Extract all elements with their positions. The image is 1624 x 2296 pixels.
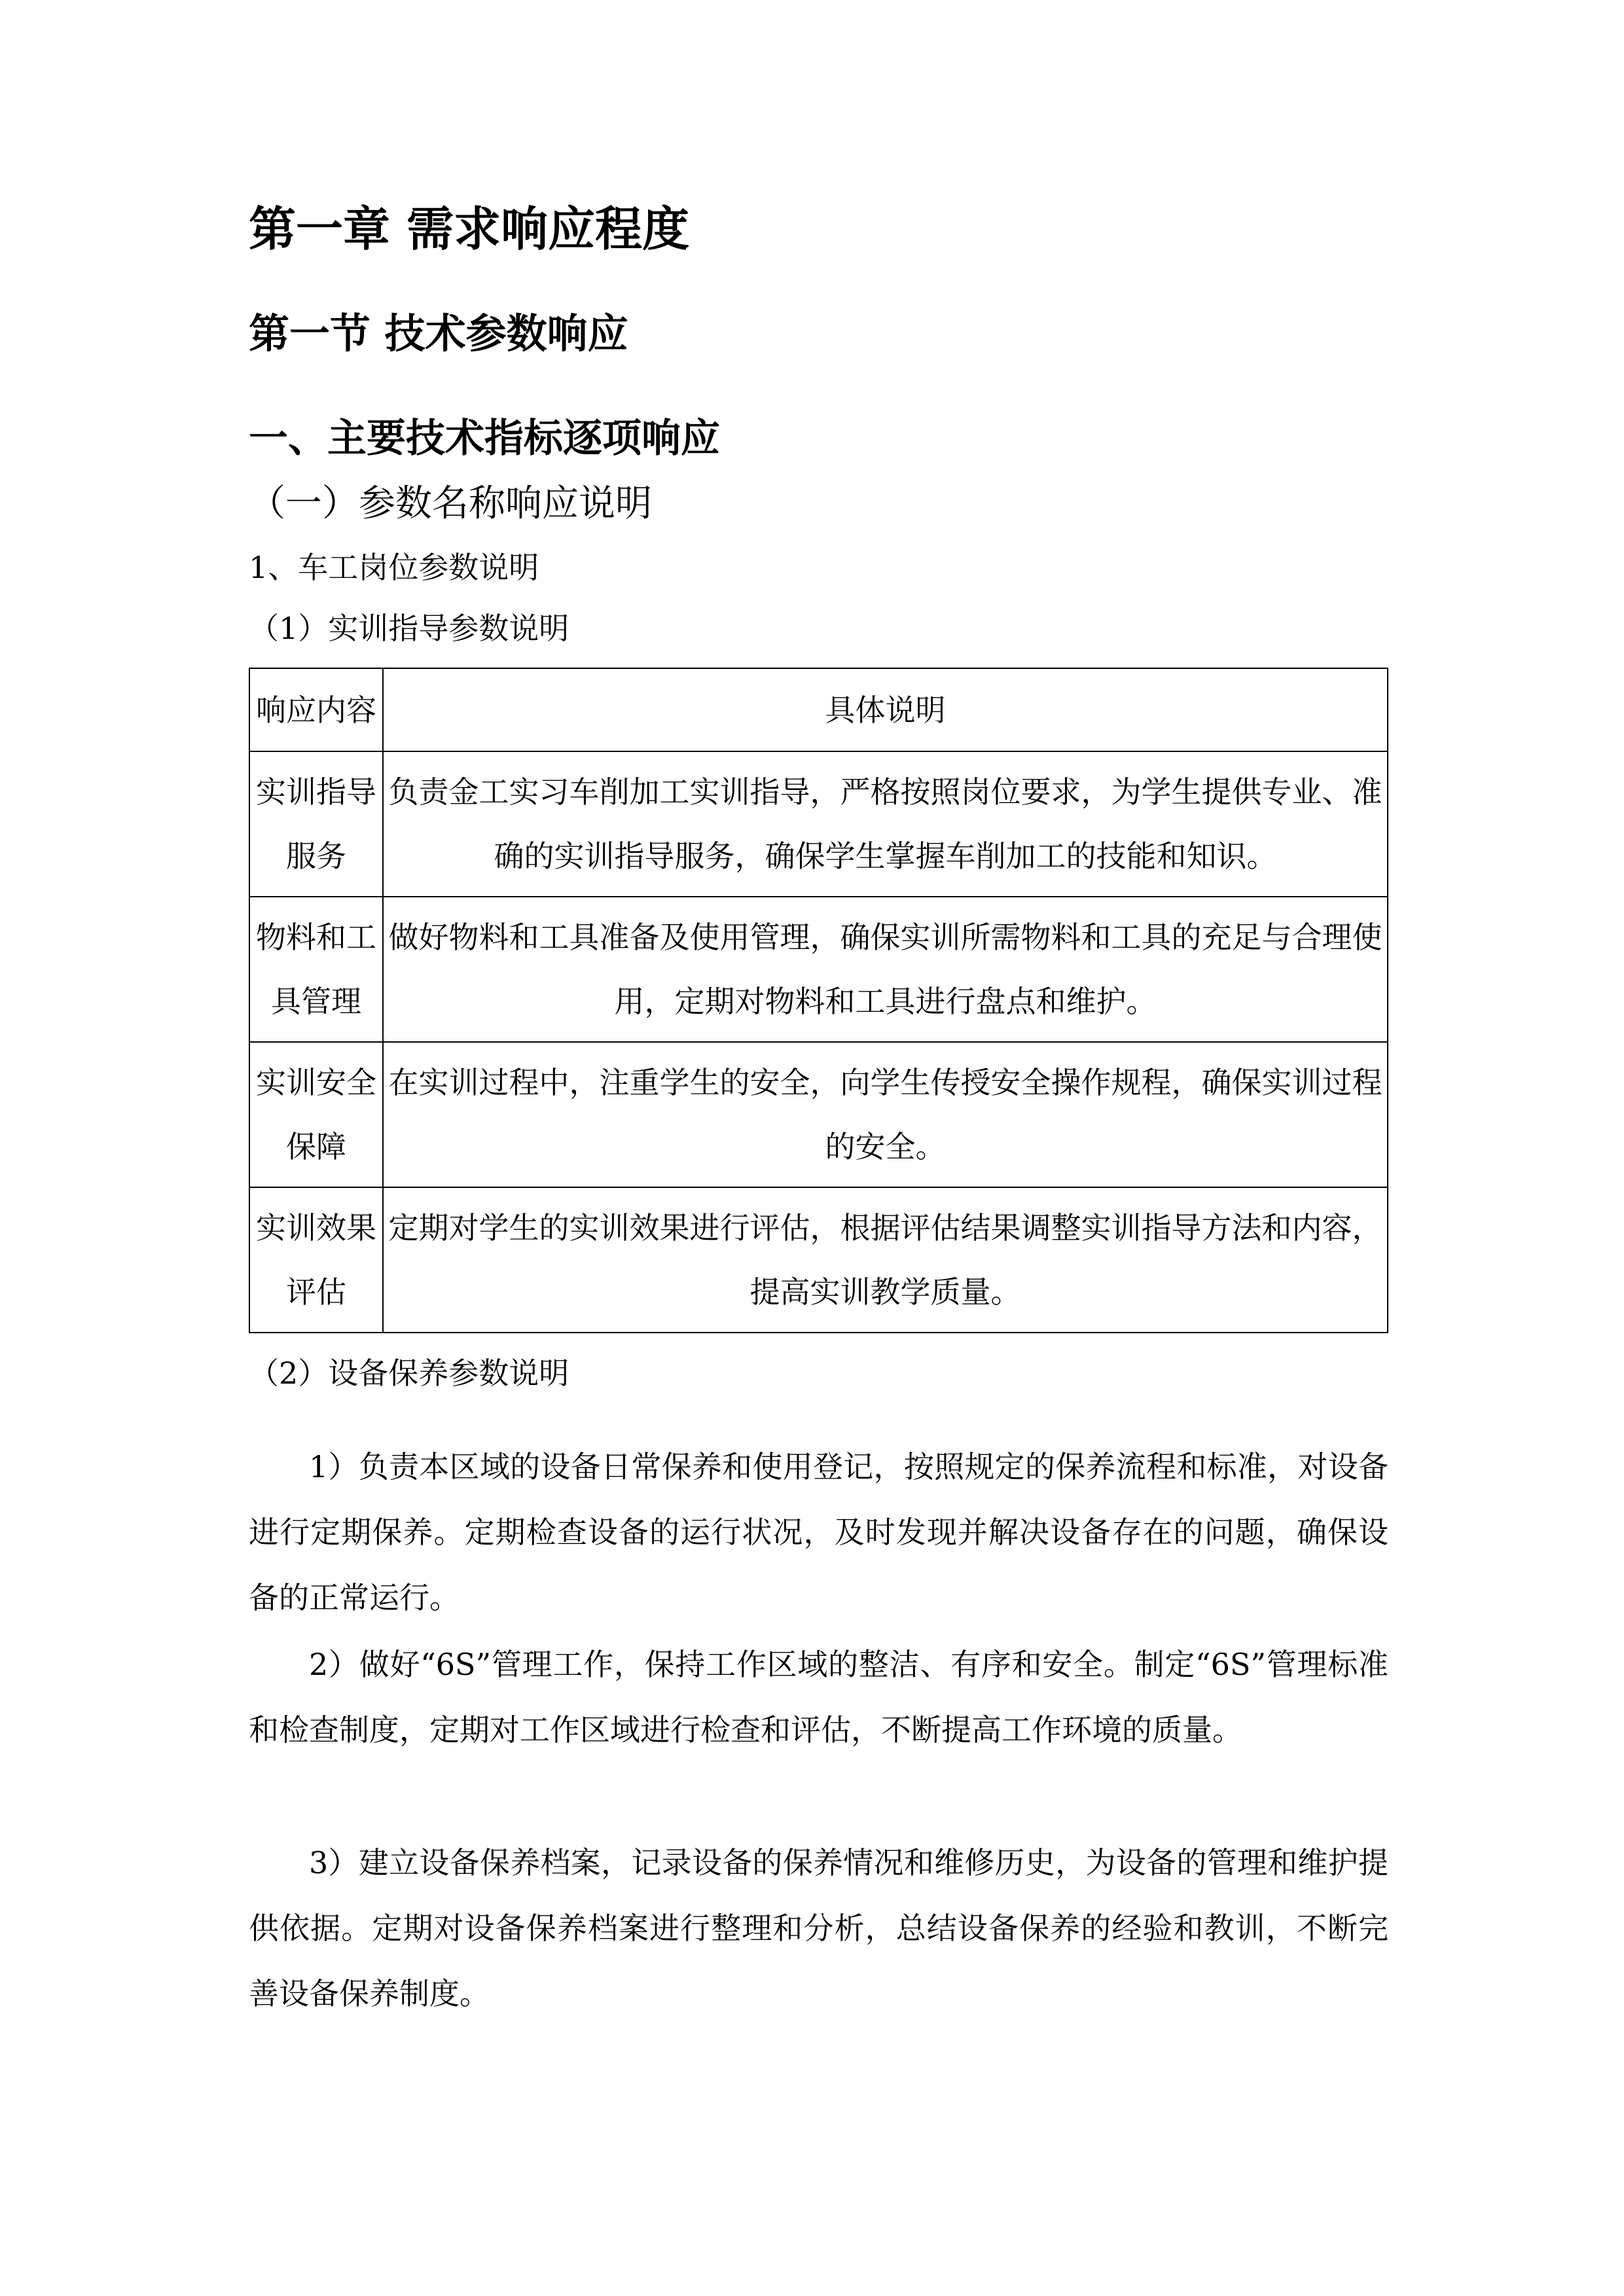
table-row (249, 751, 1388, 897)
subsection-title: 一、主要技术指标逐项响应 (249, 416, 720, 461)
table-cell-item: 实训效果评估 (249, 1187, 383, 1333)
table-cell-description: 做好物料和工具准备及使用管理，确保实训所需物料和工具的充足与合理使用，定期对物料和工具进行盘点和维护。 (383, 897, 1388, 1042)
paragraph: 1）负责本区域的设备日常保养和使用登记，按照规定的保养流程和标准，对设备进行定期保养。定期检查设备的运行状况，及时发现并解决设备存在的问题，确保设备的正常运行。 (249, 1449, 1388, 1615)
response-table (249, 668, 1388, 1333)
table-row (249, 897, 1388, 1042)
table-header-cell: 响应内容 (249, 668, 383, 751)
table-cell-description: 负责金工实习车削加工实训指导，严格按照岗位要求，为学生提供专业、准确的实训指导服务，确保学生掌握车削加工的技能和知识。 (383, 751, 1388, 897)
table-header-row (249, 668, 1388, 751)
subitem-title-training: （1）实训指导参数说明 (249, 611, 569, 646)
part-title: （一）参数名称响应说明 (249, 482, 652, 525)
table-cell-item: 实训指导服务 (249, 751, 383, 897)
item-title: 1、车工岗位参数说明 (249, 550, 539, 585)
paragraph: 2）做好“6S”管理工作，保持工作区域的整洁、有序和安全。制定“6S”管理标准和检查制度，定期对工作区域进行检查和评估，不断提高工作环境的质量。 (249, 1647, 1388, 1748)
table-cell-description: 定期对学生的实训效果进行评估，根据评估结果调整实训指导方法和内容，提高实训教学质量。 (383, 1187, 1388, 1333)
table-row (249, 1187, 1388, 1333)
table-row (249, 1042, 1388, 1187)
section-title: 第一节 技术参数响应 (249, 310, 628, 357)
subitem-title-maintenance: （2）设备保养参数说明 (249, 1355, 569, 1391)
chapter-title: 第一章 需求响应程度 (249, 201, 690, 257)
paragraph: 3）建立设备保养档案，记录设备的保养情况和维修历史，为设备的管理和维护提供依据。定期对设备保养档案进行整理和分析，总结设备保养的经验和教训，不断完善设备保养制度。 (249, 1845, 1388, 2011)
table-cell-description: 在实训过程中，注重学生的安全，向学生传授安全操作规程，确保实训过程的安全。 (383, 1042, 1388, 1187)
table-header-cell: 具体说明 (383, 668, 1388, 751)
table-cell-item: 物料和工具管理 (249, 897, 383, 1042)
table-cell-item: 实训安全保障 (249, 1042, 383, 1187)
